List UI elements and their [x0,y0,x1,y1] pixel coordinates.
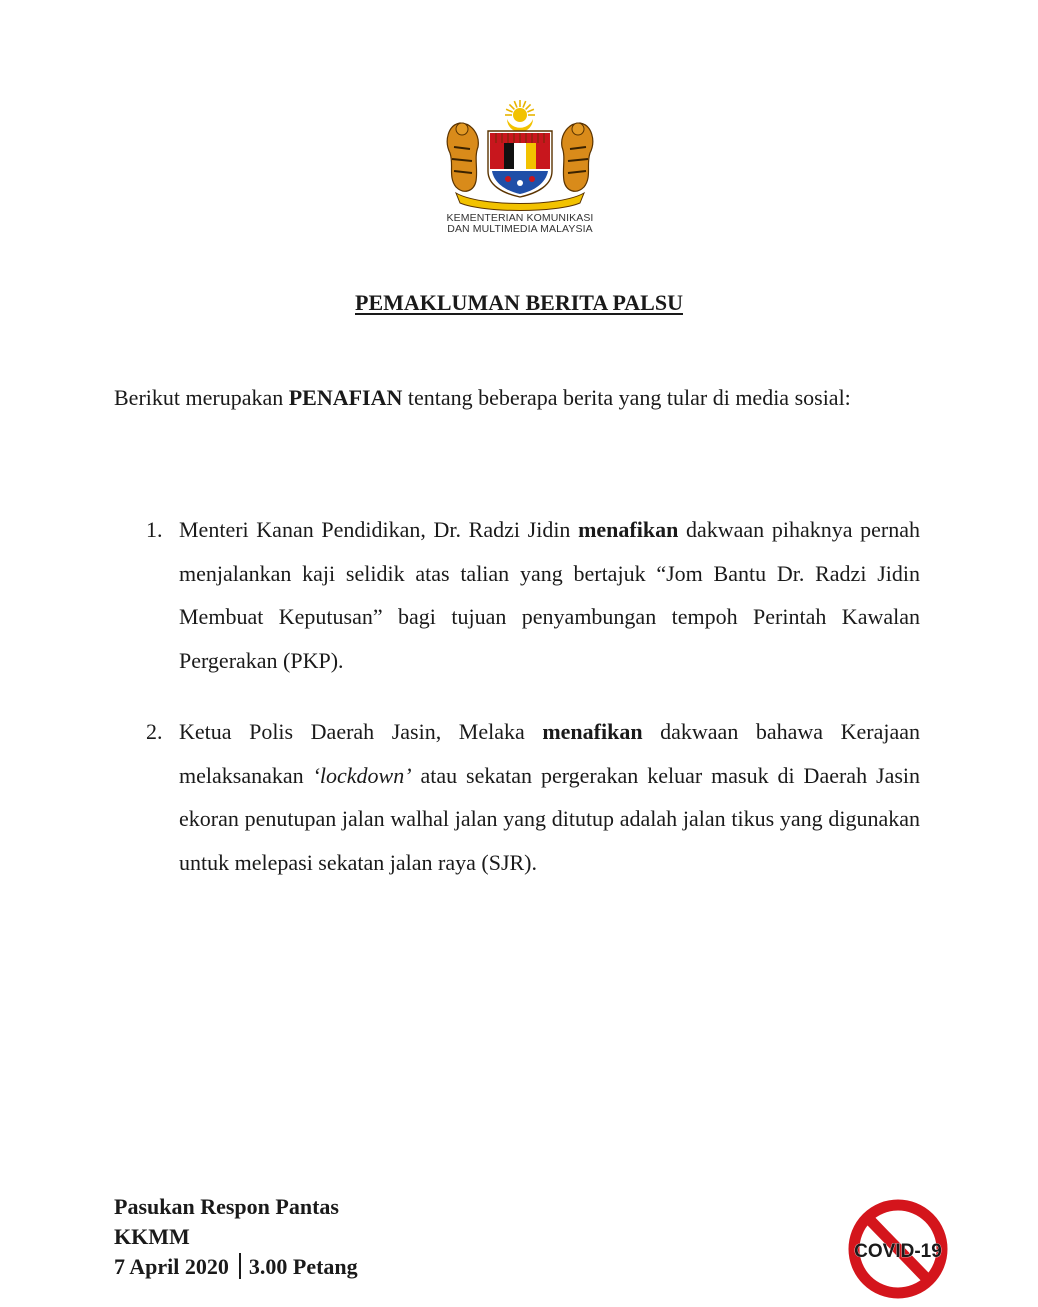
item-text-before: Menteri Kanan Pendidikan, Dr. Radzi Jidin [179,517,579,542]
item-bold-text: menafikan [578,517,679,542]
item-text-after: dakwaan pihaknya pernah menjalankan kaji selidik atas talian yang bertajuk “Jom Bantu Dr. Radzi Jidin Membuat Keputusan” bagi tujuan penyambungan tempoh Perintah Kawalan Pergerakan (PKP). [179,517,920,673]
page-title: PEMAKLUMAN BERITA PALSU [355,290,683,315]
item-number: 1. [146,517,163,542]
date-time-line [114,1252,358,1282]
ministry-line-2: DAN MULTIMEDIA MALAYSIA [447,223,593,235]
news-item-2 [114,710,920,884]
item-italic-text: ‘lockdown’ [312,762,412,788]
item-text-middle: dakwaan bahawa Kerajaan melaksanakan [179,719,921,788]
team-name: Pasukan Respon Pantas [114,1194,339,1219]
item-number: 2. [146,719,163,744]
release-time: 3.00 Petang [248,1254,358,1279]
intro-paragraph [114,376,920,419]
ministry-line-1: KEMENTERIAN KOMUNIKASI [446,212,594,224]
signature-block [114,1192,358,1282]
intro-text-before: Berikut merupakan [114,385,289,410]
intro-bold-text: PENAFIAN [288,385,403,410]
item-text-before: Ketua Polis Daerah Jasin, Melaka [179,719,543,744]
ministry-name [420,213,620,235]
item-bold-text: menafikan [542,719,643,744]
separator-divider [239,1253,241,1279]
news-item-list [114,508,920,912]
no-covid-19-icon [842,1197,952,1302]
intro-text-after: tentang beberapa berita yang tular di media sosial: [402,385,851,410]
news-item-1 [114,508,920,682]
item-text-after: atau sekatan pergerakan keluar masuk di Daerah Jasin ekoran penutupan jalan walhal jalan yang ditutup adalah jalan tikus yang digunakan untuk melepasi sekatan jalan raya (SJR). [179,762,921,875]
release-date: 7 April 2020 [114,1254,229,1279]
org-name: KKMM [114,1224,190,1249]
covid-badge-label: COVID-19 [854,1241,942,1262]
